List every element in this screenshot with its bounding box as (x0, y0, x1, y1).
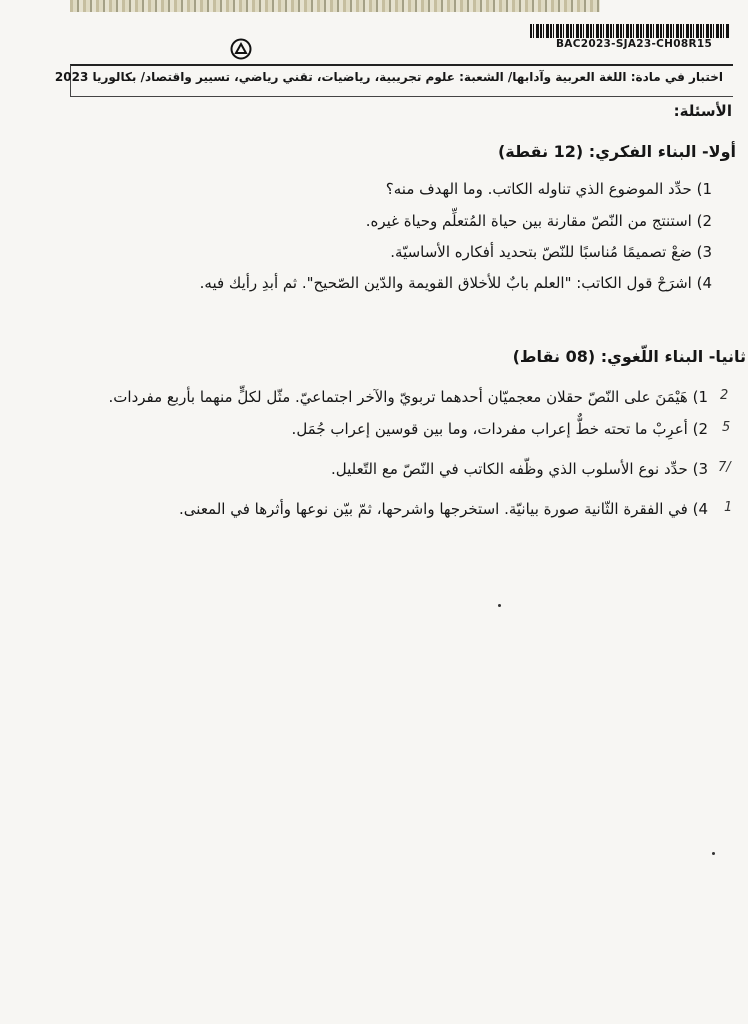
margin-mark-3: 7/ (718, 460, 731, 475)
exam-header (54, 64, 733, 97)
scan-top-strip (70, 0, 600, 12)
exam-header-text: اختبار في مادة: اللغة العربية وآدابها/ الشعبة: علوم تجريبية، رياضيات، تقني رياضي، تسيير واقتصاد/ بكالوريا 2023 (54, 70, 723, 84)
part1-question-1: 1) حدِّد الموضوع الذي تناوله الكاتب. وما الهدف منه؟ (385, 180, 712, 198)
part2-question-2: 2) أعرِبْ ما تحته خطٌّ إعراب مفردات، وما بين قوسين إعراب جُمَل. (291, 420, 708, 438)
exam-code: BAC2023-SJA23-CH08R15 (556, 38, 713, 50)
part1-question-4: 4) اشرَحْ قول الكاتب: "العلم بابٌ للأخلاق القويمة والدّين الصّحيح". ثم أبدِ رأيك فيه. (199, 274, 712, 292)
margin-mark-2: 5 (722, 420, 731, 435)
questions-title: الأسئلة: (673, 102, 732, 120)
part2-question-4: 4) في الفقرة الثّانية صورة بيانيّة. استخرجها واشرحها، ثمّ بيّن نوعها وأثرها في المعنى. (179, 500, 708, 518)
margin-mark-1: 2 (720, 388, 729, 403)
part1-title: أولا- البناء الفكري: (12 نقطة) (497, 142, 736, 161)
margin-mark-4: 1 (724, 500, 733, 515)
part2-title: ثانيا- البناء اللّغوي: (08 نقاط) (512, 347, 746, 366)
part1-question-3: 3) ضعْ تصميمًا مُناسبًا للنّصّ بتحديد أفكاره الأساسيّة. (390, 243, 712, 261)
part1-question-2: 2) استنتج من النّصّ مقارنة بين حياة المُتعلِّم وحياة غيره. (365, 212, 712, 230)
scan-speck (498, 604, 501, 607)
part2-question-1: 1) هَيْمَنَ على النّصّ حقلان معجميّان أحدهما تربويّ والآخر اجتماعيّ. مثّل لكلٍّ منهما بأربع مفردات. (108, 388, 708, 406)
ministry-logo-icon (230, 38, 252, 60)
barcode (530, 24, 730, 38)
scan-speck (712, 852, 715, 855)
part2-question-3: 3) حدِّد نوع الأسلوب الذي وظّفه الكاتب في النّصّ مع التّعليل. (330, 460, 708, 478)
